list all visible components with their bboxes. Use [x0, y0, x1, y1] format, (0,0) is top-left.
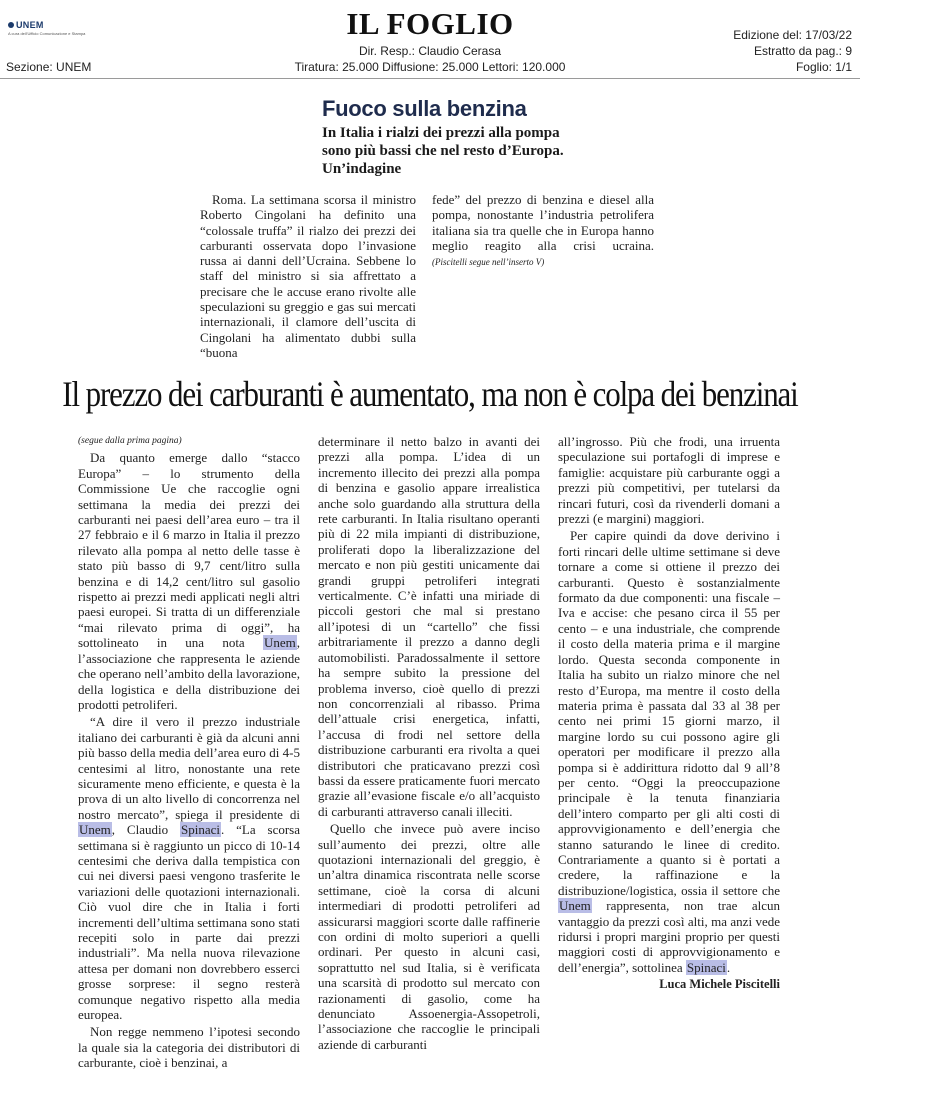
lead-article-column-2: [432, 192, 654, 270]
extract-page: Estratto da pag.: 9: [753, 44, 852, 58]
highlight-unem: Unem: [79, 822, 111, 838]
continued-note: (segue dalla prima pagina): [78, 436, 182, 446]
newspaper-masthead: IL FOGLIO: [346, 6, 514, 41]
lead-article-subtitle: In Italia i rialzi dei prezzi alla pompa sono più bassi che nel resto d’Europa. Un’indagine: [322, 125, 564, 177]
body-column-3: [558, 434, 780, 995]
edition-date: Edizione del: 17/03/22: [733, 28, 852, 42]
highlight-spinaci: Spinaci: [686, 959, 726, 975]
lead-article-title: Fuoco sulla benzina: [322, 96, 527, 121]
circulation-line: Tiratura: 25.000 Diffusione: 25.000 Lettori: 120.000: [294, 60, 566, 74]
body-paragraph: Per capire quindi da dove derivino i forti rincari delle ultime settimane si deve tornare a come si ottiene il prezzo dei carburanti. Questo è sostanzialmente formato da due componenti: una fiscale – Iva e accise: che pesano circa il 55 per cento – e una industriale, che comprende il costo della materia prima e il margine lordo. Questa seconda componente in Italia ha subito un rialzo minore che nel resto d’Europa, ma mentre il costo della materia prima è passata dal 33 al 38 per cento nei primi 15 giorni marzo, il margine lordo su cui possono agire gli operatori per modificare il prezzo alla pompa si è addirittura ridotto dal 9 all’8 per cento. “Oggi la preoccupazione principale è la tenuta finanziaria dell’intero comparto per gli alti costi di approvvigionamento e dell’energia che stanno saturando le linee di credito. Contrariamente a quanto si è portati a credere, la raffinazione e la distribuzione/logistica, ossia il settore che Unem rappresenta, non trae alcun vantaggio da prezzi così alti, ma anzi vede ridursi i propri margini proprio per questi maggiori costi di approvvigionamento e dell’energia”, sottolinea Spinaci.: [558, 528, 780, 975]
logo-subtext: A cura dell'Ufficio Comunicazione e Stampa: [8, 31, 86, 36]
header-divider: [0, 78, 860, 79]
highlight-unem: Unem: [263, 635, 296, 651]
body-paragraph: all’ingrosso. Più che frodi, una irruenta speculazione sui portafogli di imprese e famiglie: acquistare più carburante oggi a prezzi più competitivi, per tutelarsi da rincari futuri, così da rivenderli domani a prezzi (e margini) maggiori.: [558, 434, 780, 527]
director-line: Dir. Resp.: Claudio Cerasa: [358, 44, 502, 58]
body-paragraph: Non regge nemmeno l’ipotesi secondo la quale sia la categoria dei distributori di carburante, cioè i benzinai, a: [78, 1024, 300, 1071]
highlight-unem: Unem: [559, 898, 591, 914]
body-column-1: [78, 434, 300, 1073]
author-byline: Luca Michele Piscitelli: [659, 977, 780, 992]
main-headline: Il prezzo dei carburanti è aumentato, ma non è colpa dei benzinai: [62, 374, 798, 414]
sheet-number: Foglio: 1/1: [795, 60, 852, 74]
body-paragraph: Quello che invece può avere inciso sull’aumento dei prezzi, oltre alle quotazioni internazionali del greggio, è un’altra dinamica riscontrata nelle scorse settimane, cioè la corsa di alcuni intermediari di prodotti petroliferi ad assicurarsi maggiori scorte dalle raffinerie con ordini di molto superiori a quelli ordinari. Per questo in alcuni casi, soprattutto nel sud Italia, si è verificata una scarsità di prodotto sul mercato con razionamenti di gasolio, come ha denunciato Assoenergia-Assopetroli, l’associazione che raccoglie le principali aziende di carburanti: [318, 821, 540, 1052]
lead-paragraph-1: Roma. La settimana scorsa il ministro Roberto Cingolani ha definito una “colossale truffa” il rialzo dei prezzi dei carburanti osservata dopo l’invasione russa ai danni dell’Ucraina. Sebbene lo staff del ministro si sia affrettato a precisare che le accuse erano rivolte alle speculazioni su greggio e gas sui mercati internazionali, il clamore dell’uscita di Cingolani ha alimentato dubbi sulla “buona: [200, 192, 416, 360]
lead-paragraph-2: fede” del prezzo di benzina e diesel alla pompa, nonostante l’industria petrolifera italiana sia tra quelle che in Europa hanno meglio reagito alla crisi ucraina. (Piscitelli segue nell’inserto V): [432, 192, 654, 268]
continuation-reference: (Piscitelli segue nell’inserto V): [432, 257, 545, 268]
body-column-2: [318, 434, 540, 1054]
body-paragraph: determinare il netto balzo in avanti dei prezzi alla pompa. L’idea di un incremento illecito dei prezzi alla pompa di benzina e gasolio appare irrealistica anche solo guardando alla struttura della rete carburanti. In Italia risultano operanti più di 22 mila impianti di distribuzione, proliferati dopo la liberalizzazione del mercato e non più gestiti unicamente dai grandi gruppi petroliferi integrati verticalmente. C’è infatti una miriade di piccoli gestori che mal si prestano all’ipotesi di un “cartello” che fissi arbitrariamente il prezzo a danno degli automobilisti. Paradossalmente il settore ha sempre subito la pressione del problema inverso, cioè quello di prezzi non concorrenziali al ribasso. Prima dell’attuale crisi energetica, infatti, l’accusa di frodi nel settore della distribuzione carburanti era rivolta a quei distributori che praticavano prezzi così bassi da essere praticamente fuori mercato grazie all’evasione fiscale e/o all’acquisto di carburanti attraverso canali illeciti.: [318, 434, 540, 819]
lead-article-column-1: [200, 192, 416, 360]
logo-text: UNEM: [16, 20, 44, 30]
body-paragraph: Da quanto emerge dallo “stacco Europa” – lo strumento della Commissione Ue che raccoglie ogni settimana la media dei prezzi dei carburanti nei paesi dell’area euro – tra il 27 febbraio e il 6 marzo in Italia il prezzo rilevato alla pompa al netto delle tasse è stato più basso di 9,7 cent/litro sulla benzina e di 14,2 cent/litro sul gasolio rispetto ai prezzi medi applicati negli altri paesi europei. Si tratta di un differenziale “mai rilevato prima di oggi”, ha sottolineato in una nota Unem, l’associazione che rappresenta le aziende che operano nell’ambito della lavorazione, della logistica e della distribuzione dei prodotti petroliferi.: [78, 450, 300, 712]
highlight-spinaci: Spinaci: [181, 822, 220, 838]
body-paragraph: “A dire il vero il prezzo industriale italiano dei carburanti è già da alcuni anni più basso della media dell’area euro di 4-5 centesimi al litro, nonostante una rete sicuramente meno efficiente, e questa è la prova di un alto livello di concorrenza nel nostro mercato”, spiega il presidente di Unem, Claudio Spinaci. “La scorsa settimana si è raggiunto un picco di 10-14 centesimi che deriva dalla tempistica con cui nei diversi paesi vengono trasferite le variazioni delle quotazioni internazionali. Ciò vuol dire che in Italia i forti incrementi dell’ultima settimana sono stati recepiti solo in parte dai prezzi industriali”. Ma nella nuova rilevazione attesa per domani non dovrebbero esserci grosse sorprese: il segno resterà comunque negativo rispetto alla media europea.: [78, 714, 301, 1023]
section-label: Sezione: UNEM: [6, 60, 92, 74]
